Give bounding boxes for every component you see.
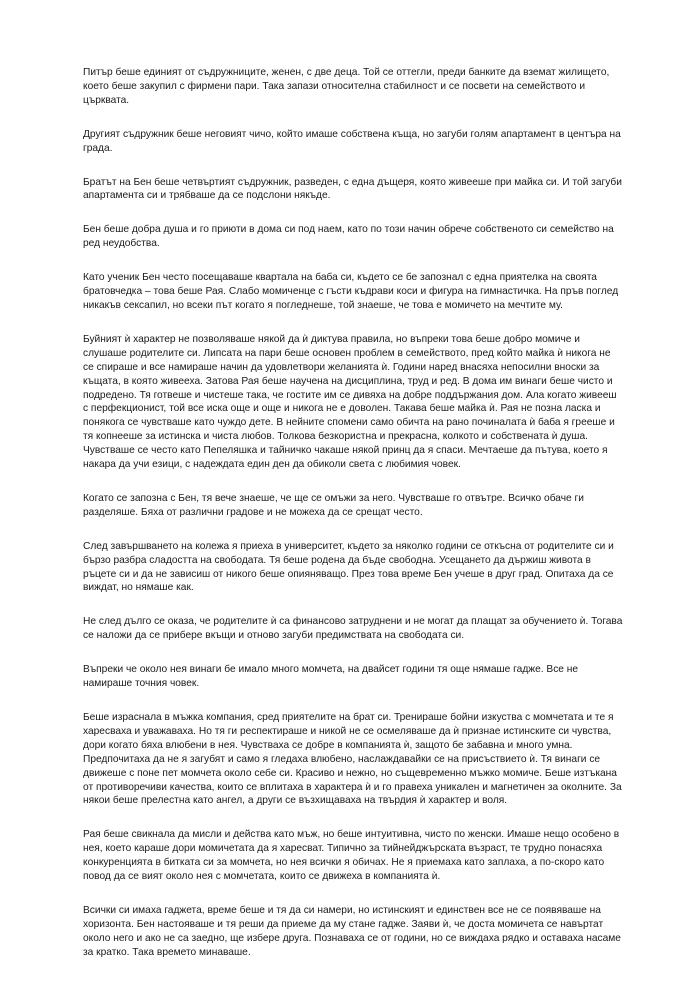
paragraph: Като ученик Бен често посещаваше квартала на баба си, където се бе запознал с една приятелка на своята братовчедка – това беше Рая. Слабо момиченце с гъсти къдрави коси и фигура на гимнастичка. На пръв поглед никакъв сексапил, но всеки път когато я погледнеше, той знаеше, че това е момичето на мечтите му. [83, 272, 619, 311]
paragraph: Когато се запозна с Бен, тя вече знаеше, че ще се омъжи за него. Чувстваше го отвътре. Всичко обаче ги разделяше. Бяха от различни градове и не можеха да се срещат често. [83, 492, 584, 518]
paragraph: Не след дълго се оказа, че родителите ѝ са финансово затруднени и не могат да плащат за обучението ѝ. Тогава се наложи да се прибере вкъщи и отново загуби предимствата на свободата си. [83, 616, 623, 642]
paragraph: Въпреки че около нея винаги бе имало много момчета, на двайсет години тя още нямаше гадже. Все не намираше точния човек. [83, 664, 579, 690]
paragraph: Буйният ѝ характер не позволяваше някой да ѝ диктува правила, но въпреки това беше добро момиче и слушаше родителите си. Липсата на пари беше основен проблем в семейството, пред който майка ѝ никога не се спираше и все намираше начин да удовлетвори желанията ѝ. Години наред внасяха непосилни вноски за къщата, в която живееха. Затова Рая беше научена на дисциплина, труд и ред. В дома им винаги беше чисто и подредено. Тя готвеше и чистеше така, че гостите им се дивяха на добре поддържания дом. Ала когато живееш с перфекционист, той все иска още и още и никога не е доволен. Такава беше майка ѝ. Рая не позна ласка и понякога се чувстваше като чуждо дете. В нейните спомени само обичта на рано починалата ѝ баба я грееше и тя копнееше за истинска и чиста любов. Толкова безкористна и прекрасна, колкото и собствената ѝ душа. Чувстваше се често като Пепеляшка и тайничко чакаше някой принц да я спаси. Мечтаеше да пътува, което я накара да учи езици, с надеждата един ден да обиколи света с любимия човек. [83, 333, 617, 471]
document-page [83, 66, 623, 980]
paragraph: Питър беше единият от съдружниците, женен, с две деца. Той се оттегли, преди банките да вземат жилището, което беше закупил с фирмени пари. Така запази относителна стабилност и се посвети на семейството и църквата. [83, 67, 610, 106]
paragraph: Братът на Бен беше четвъртият съдружник, разведен, с една дъщеря, която живееше при майка си. И той загуби апартамента си и трябваше да се подслони някъде. [83, 176, 622, 202]
paragraph: Рая беше свикнала да мисли и действа като мъж, но беше интуитивна, чисто по женски. Имаше нещо особено в нея, което караше дори момичетата да я харесват. Типично за тийнейджърската възраст, те трудно понасяха конкуренцията в битката си за момчета, но нея всички я обичах. Не я приемаха като заплаха, а по-скоро като повод да се вият около нея с момчетата, които се движеха в компанията ѝ. [83, 829, 620, 883]
paragraph: Беше израснала в мъжка компания, сред приятелите на брат си. Тренираше бойни изкуства с момчетата и те я харесваха и уважаваха. Но тя ги респектираше и никой не се осмеляваше да ѝ признае истинските си чувства, дори когато бяха влюбени в нея. Чувстваха се добре в компанията ѝ, защото бе забавна и много умна. Предпочитаха да не я загубят и само я гледаха влюбено, наслаждавайки се на присъствието ѝ. Тя винаги се движеше с поне пет момчета около себе си. Красиво и нежно, но същевременно мъжко момиче. Беше изтъкана от противоречиви качества, които се вплитаха в характера ѝ и го правеха уникален и магнетичен за околните. За някои беше прелестна като ангел, а други се възхищаваха на твърдия ѝ характер и воля. [83, 712, 622, 807]
paragraph: Всички си имаха гаджета, време беше и тя да си намери, но истинският и единствен все не се появяваше на хоризонта. Бен настояваше и тя реши да приеме да му стане гадже. Заяви ѝ, че доста момичета се навъртат около него и ако не са заедно, ще избере друга. Познаваха се от години, но се виждаха рядко и оставаха насаме за кратко. Така времето минаваше. [83, 904, 621, 958]
paragraph: Бен беше добра душа и го приюти в дома си под наем, като по този начин обрече собственото си семейство на ред неудобства. [83, 224, 614, 250]
paragraph: След завършването на колежа я приеха в университет, където за няколко години се откъсна от родителите си и бързо разбра сладостта на свободата. Тя беше родена да бъде свободна. Усещането да държиш живота в ръцете си и да не зависиш от никого беше опияняващо. През това време Бен учеше в друг град. Опитаха да се виждат, но нямаше как. [83, 540, 614, 594]
paragraph: Другият съдружник беше неговият чичо, който имаше собствена къща, но загуби голям апартамент в центъра на града. [83, 128, 621, 154]
